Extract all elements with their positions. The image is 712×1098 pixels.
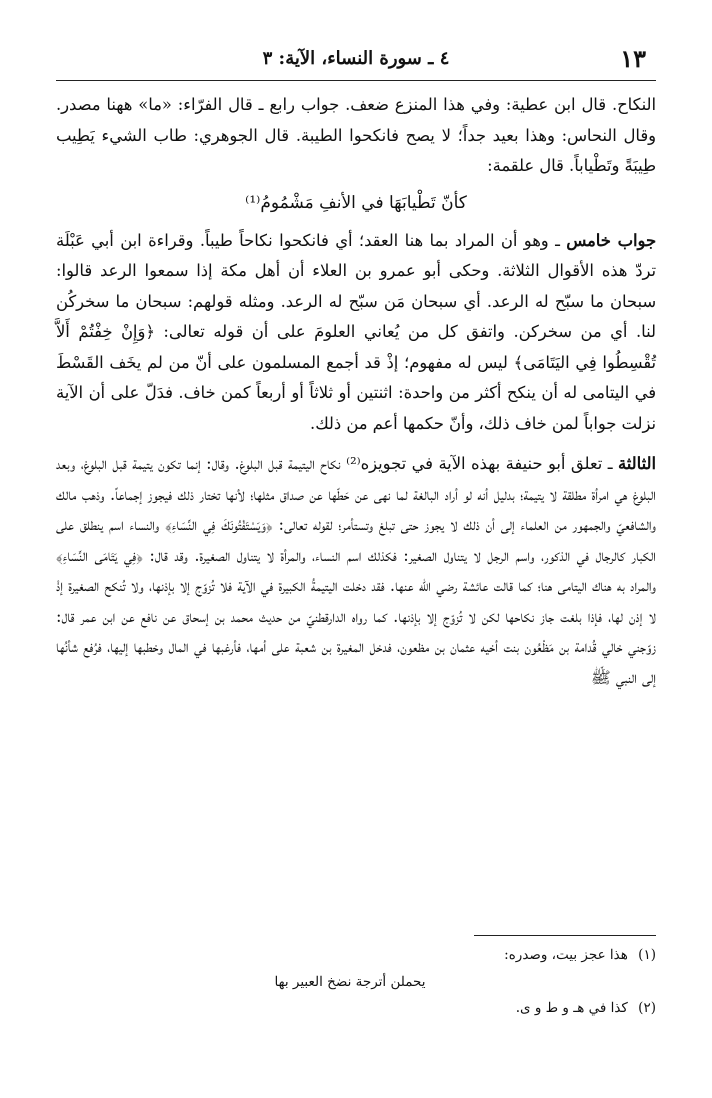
header-rule xyxy=(56,80,656,81)
footnote-2-text: كذا في هـ و ط و ى. xyxy=(515,1000,628,1016)
footnote-1-text: هذا عجز بيت، وصدره: xyxy=(504,947,628,963)
footnote-1-marker: (١) xyxy=(638,947,656,963)
paragraph-2-text: ـ وهو أن المراد بما هنا العقد؛ أي فانكحوا نكاحاً طيباً. وقراءة ابن أبي عَبْلَة تردّ هذه الأقوال الثلاثة. وحكى أبو عمرو بن العلاء أن أهل مكة إذا سمعوا الرعد قالوا: سبحان ما سبّح له الرعد. أي سبحان مَن سبّح له الرعد. ومثله قولهم: سبحان ما سخركُن لنا. أي من سخركن. واتفق كل من يُعاني العلومَ على أن قوله تعالى: ﴿وَإِنْ خِفْتُمْ أَلاَّ تُقْسِطُوا فِي اليَتَامَى﴾ ليس له مفهوم؛ إذْ قد أجمع المسلمون على أنّ من لم يخَف القَسْطَ في اليتامى له أن ينكح أكثر من واحدة: اثنتين أو ثلاثاً أو أربعاً كمن خاف. فدَلّ على أن الآية نزلت جواباً لمن خاف ذلك، وأنّ حكمها أعم من ذلك. xyxy=(56,230,656,433)
running-title: ٤ ـ سورة النساء، الآية: ٣ xyxy=(262,48,450,69)
footnote-2-marker: (٢) xyxy=(638,1000,656,1016)
footnote-1 xyxy=(56,943,656,967)
paragraph-1: النكاح. قال ابن عطية: وفي هذا المنزع ضعف. جواب رابع ـ قال الفرّاء: «ما» ههنا مصدر. وقال النحاس: وهذا بعيد جداً؛ لا يصح فانكحوا الطيبة. قال الجوهري: طاب الشيء يَطِيب طِيبَةً وتَطْياباً. قال علقمة: xyxy=(56,95,656,175)
main-text xyxy=(56,90,656,693)
paragraph-3-text: ـ تعلق أبو حنيفة بهذه الآية في تجويزه⁽²⁾ نكاح اليتيمة قبل البلوغ. وقال: إنما تكون يتيمة قبل البلوغ، وبعد البلوغ هي امرأة مطلقة لا يتيمة؛ بدليل أنه لو أراد البالغة لما نهى عن حَطّها عن صداق مثلها؛ لأنها تختار ذلك فيجوز إجماعاً. وذهب مالك والشافعيّ والجمهور من العلماء إلى أن ذلك لا يجوز حتى تبلغ وتستأمر؛ لقوله تعالى: ﴿وَيَسْتَفْتُونَكَ فِي النِّسَاءِ﴾ والنساء اسم ينطلق على الكبار كالرجال في الذكور، واسم الرجل لا يتناول الصغير: فكذلك اسم النساء، والمرأة لا يتناول الصغيرة. وقد قال: ﴿فِي يَتَامَى النِّسَاءِ﴾ والمراد به هناك اليتامى هنا؛ كما قالت عائشة رضي الله عنها. فقد دخلت اليتيمةُ الكبيرة في الآية فلا تُزوّج إلا بإذنها، ولا تُنكح الصغيرة إذْ لا إذن لها، فإذا بلغت جاز نكاحها لكن لا تُزوّج إلا بإذنها. كما رواه الدارقطنيّ من حديث محمد بن إسحاق عن نافع عن ابن عمر قال: زوّجني خالي قُدامة بن مَظْعُون بنت أخيه عثمان بن مظعون، فدخل المغيرة بن شعبة على أمها، فأرغبها في المال وخطبها إليها، فرُفع شأنُها إلى النبي ﷺ xyxy=(56,454,656,687)
paragraph-2-keyword: جواب خامس xyxy=(566,230,657,250)
page-number: ١٣ xyxy=(620,44,646,73)
paragraph-3-keyword: الثالثة xyxy=(618,454,656,473)
footnote-1-verse: يحملن أترجة نضخ العبير بها xyxy=(274,974,426,990)
poetry-verse: كأنّ تَطْيابَهَا في الأنفِ مَشْمُومُ⁽¹⁾ xyxy=(245,192,467,213)
paragraph-2 xyxy=(56,226,656,440)
paragraph-3 xyxy=(56,449,656,693)
footnote-2 xyxy=(56,996,656,1020)
footnote-rule xyxy=(474,935,656,936)
running-header xyxy=(56,42,656,76)
paragraph-gap xyxy=(56,439,656,449)
